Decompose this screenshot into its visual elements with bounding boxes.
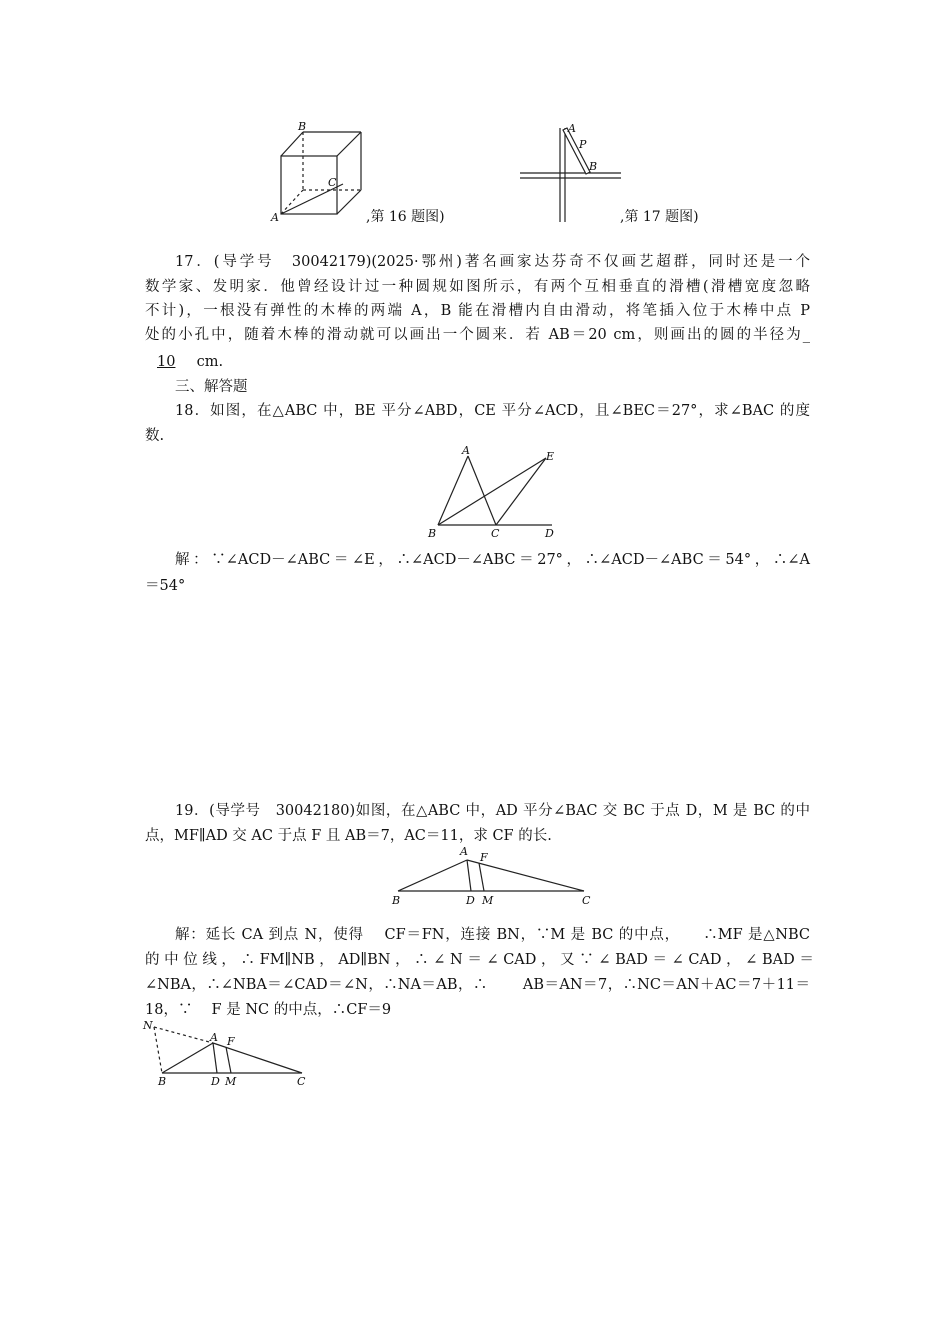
fig19-label-d: D xyxy=(466,894,475,907)
fig16-caption: ,第 16 题图) xyxy=(366,209,445,225)
q19-solution-3: ∠NBA，∴∠NBA＝∠CAD＝∠N，∴NA＝AB，∴ AB＝AN＝7，∴NC＝AN＋AC＝7＋11＝ xyxy=(145,977,810,993)
figure-18-triangle xyxy=(420,440,570,540)
q19-solution-4: 18，∵ F 是 NC 的中点，∴CF＝9 xyxy=(145,1002,392,1018)
fig19-label-b: B xyxy=(392,894,401,907)
fig17-label-a: A xyxy=(568,122,576,135)
fig18-label-a: A xyxy=(462,444,470,457)
fig17-label-b: B xyxy=(589,160,598,173)
figure-17-slots xyxy=(515,120,625,225)
fig19-label-c: C xyxy=(582,894,591,907)
fig18-label-c: C xyxy=(491,527,500,540)
fig19s-label-d: D xyxy=(211,1075,220,1088)
q18-solution-1: 解：∵∠ACD－∠ABC＝∠E，∴∠ACD－∠ABC＝27°，∴∠ACD－∠ABC＝54°，∴∠A xyxy=(175,552,810,568)
figure-19-solution xyxy=(140,1015,315,1090)
fig18-label-b: B xyxy=(428,527,437,540)
fig19s-label-m: M xyxy=(225,1075,237,1088)
section-3-heading: 三、解答题 xyxy=(175,379,248,395)
q18-solution-2: ＝54° xyxy=(145,578,186,594)
fig16-label-b: B xyxy=(298,120,307,133)
q17-answer: 10 xyxy=(157,354,176,370)
q17-line-2: 数学家、发明家．他曾经设计过一种圆规如图所示，有两个互相垂直的滑槽(滑槽宽度忽略 xyxy=(145,279,810,295)
q17-line-4: 处的小孔中，随着木棒的滑动就可以画出一个圆来．若 AB＝20 cm，则画出的圆的半径为_ xyxy=(145,327,810,343)
fig17-caption: ,第 17 题图) xyxy=(620,209,699,225)
fig19-label-m: M xyxy=(482,894,494,907)
fig18-label-e: E xyxy=(546,450,555,463)
fig19s-label-b: B xyxy=(158,1075,167,1088)
q18-line-1: 18．如图，在△ABC 中，BE 平分∠ABD，CE 平分∠ACD，且∠BEC＝27°，求∠BAC 的度 xyxy=(175,403,810,419)
fig19s-label-c: C xyxy=(297,1075,306,1088)
fig19-label-a: A xyxy=(460,845,468,858)
q19-line-1: 19．(导学号 30042180)如图，在△ABC 中，AD 平分∠BAC 交 BC 于点 D，M 是 BC 的中 xyxy=(175,803,810,819)
fig19s-label-f: F xyxy=(227,1035,235,1048)
fig19s-label-n: N xyxy=(143,1019,153,1032)
q17-line-5 xyxy=(145,352,810,372)
q19-line-2: 点，MF∥AD 交 AC 于点 F 且 AB＝7，AC＝11，求 CF 的长. xyxy=(145,828,552,844)
q17-unit: cm. xyxy=(196,354,224,370)
fig19s-label-a: A xyxy=(210,1031,218,1044)
q19-solution-2: 的 中 位 线 ， ∴ FM∥NB ， AD∥BN ， ∴ ∠ N ＝ ∠ CAD ， 又 ∵ ∠ BAD ＝ ∠ CAD ， ∠ BAD ＝ xyxy=(145,952,814,968)
fig16-label-a: A xyxy=(271,211,279,224)
fig17-label-p: P xyxy=(579,138,587,151)
q17-line-1: 17．(导学号 30042179)(2025·鄂州)著名画家达芬奇不仅画艺超群，同时还是一个 xyxy=(175,254,810,270)
fig18-label-d: D xyxy=(545,527,554,540)
figure-16-cube xyxy=(270,120,370,225)
fig19-label-f: F xyxy=(480,851,488,864)
q17-line-3: 不计)，一根没有弹性的木棒的两端 A，B 能在滑槽内自由滑动，将笔插入位于木棒中点 P xyxy=(145,303,810,319)
figure-19-triangle xyxy=(390,842,600,907)
fig16-label-c: C xyxy=(328,176,337,189)
q18-line-2: 数. xyxy=(145,428,165,444)
q19-solution-1: 解：延长 CA 到点 N，使得 CF＝FN，连接 BN，∵M 是 BC 的中点， ∴MF 是△NBC xyxy=(175,927,810,943)
